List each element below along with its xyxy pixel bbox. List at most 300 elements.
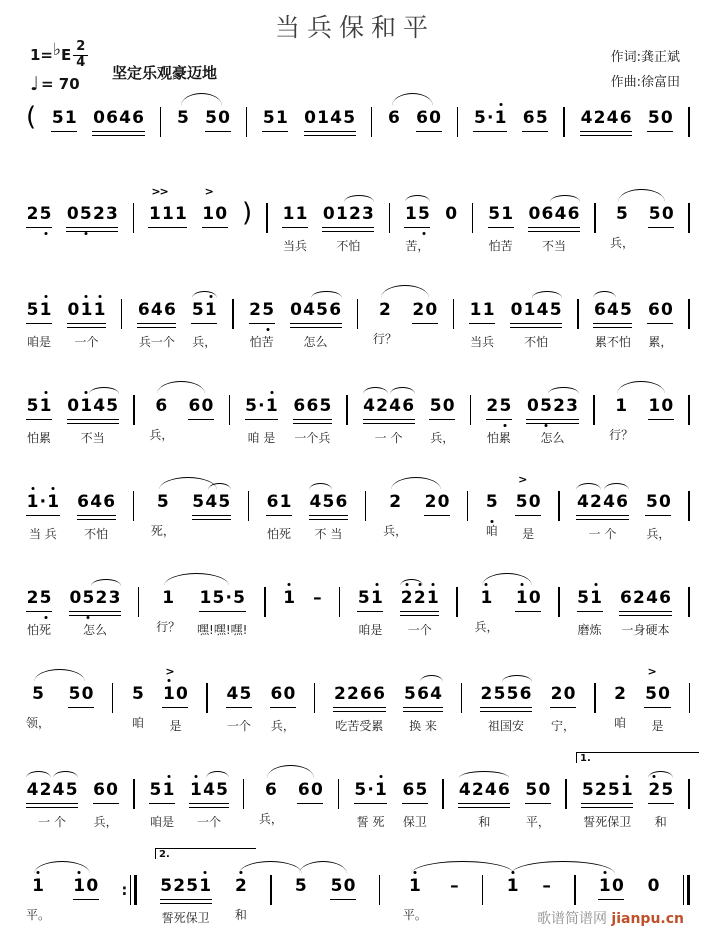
note-digits: 2 0	[550, 683, 576, 708]
note-group	[51, 107, 77, 132]
note-group	[270, 683, 296, 734]
barline	[577, 299, 579, 329]
lyric: 怕苦	[488, 239, 513, 253]
note-digits: 6	[155, 396, 168, 416]
slur-arc	[482, 573, 532, 586]
lyric: 领，	[26, 716, 51, 730]
note-group	[226, 683, 252, 734]
note-digits: –	[450, 876, 459, 896]
barline	[243, 779, 245, 809]
note-group	[282, 203, 308, 254]
note-digits: 5	[32, 684, 44, 704]
note-digits: 2	[378, 300, 391, 320]
barline-cell	[357, 299, 359, 329]
note-group	[191, 299, 217, 350]
note-group	[26, 683, 50, 731]
barline-cell	[389, 203, 391, 233]
note-group	[148, 185, 187, 228]
note-digits: 1	[615, 396, 628, 416]
lyric: 行？	[156, 620, 181, 634]
lyric: 换 来	[409, 719, 437, 733]
barline	[687, 875, 690, 905]
note-digits: 2 0	[412, 299, 438, 324]
note-group	[160, 875, 212, 926]
note-digits: 0 1 1	[67, 299, 106, 324]
barline-cell	[456, 587, 458, 617]
lyric: 一个兵	[294, 431, 331, 445]
lyric: 怕死	[27, 623, 52, 637]
note-group	[647, 875, 660, 897]
barline	[457, 107, 459, 137]
note-digits: 6 0	[647, 299, 673, 324]
barline-cell	[133, 203, 135, 233]
note-digits: 5 1	[577, 587, 603, 612]
barline	[558, 587, 560, 617]
note-group	[322, 203, 374, 254]
note-digits: 4 5 6	[309, 491, 348, 516]
note-digits: 2 2 1	[400, 587, 439, 612]
note-group	[354, 779, 388, 830]
barline-cell	[689, 683, 691, 713]
slur-arc	[617, 381, 665, 394]
note-group	[330, 875, 356, 900]
barline	[270, 875, 272, 905]
barline-cell	[482, 875, 484, 905]
note-digits: 1	[283, 588, 296, 608]
note-digits: 5 0	[205, 107, 231, 132]
tie-arc	[405, 195, 430, 202]
note-group	[67, 299, 106, 350]
barline-cell	[688, 779, 690, 809]
barline	[461, 683, 463, 713]
lyric: 咱 是	[247, 431, 276, 445]
note-digits: 5 1	[26, 299, 52, 324]
lyric: 死，	[150, 524, 175, 538]
lyric: 怕死	[267, 527, 292, 541]
notes-row	[26, 473, 690, 542]
note-group	[525, 779, 551, 830]
score-line	[26, 587, 690, 638]
note-digits: 0 5 2 3	[66, 203, 118, 228]
barline	[314, 683, 316, 713]
note-group	[416, 107, 442, 132]
lyric: 兵，	[149, 428, 174, 442]
lyric: 宁，	[551, 719, 576, 733]
lyricist-credit: 作词:龚正斌	[610, 50, 680, 65]
notes-row	[26, 299, 690, 350]
note-group	[486, 395, 512, 446]
accent-mark: >>	[151, 185, 168, 198]
note-digits: 1 0	[73, 875, 99, 900]
note-group	[363, 395, 415, 446]
note-group	[580, 107, 632, 132]
note-digits: 6 0	[270, 683, 296, 708]
volta-label: 1.	[580, 753, 591, 764]
note-group	[542, 875, 552, 897]
lyric: 当兵	[283, 239, 308, 253]
note-digits: 1 0	[202, 203, 228, 228]
slur-arc	[157, 381, 205, 394]
note-digits: 2 5	[249, 299, 275, 324]
note-group	[149, 395, 173, 443]
lyric: 一个	[226, 719, 251, 733]
barline	[689, 683, 691, 713]
note-group	[283, 587, 296, 609]
barline-cell	[470, 395, 472, 425]
note-digits: 5	[485, 492, 498, 512]
note-digits: 0 1 4 5	[510, 299, 562, 324]
flat-icon: ♭	[53, 40, 62, 61]
note-group	[312, 587, 322, 609]
note-group	[576, 491, 628, 542]
tie-arc	[390, 387, 415, 394]
lyric: 咱是	[149, 815, 174, 829]
tie-arc	[420, 675, 443, 682]
barline	[365, 491, 367, 521]
volta-bracket	[155, 848, 256, 859]
note-group	[614, 683, 627, 731]
barline-cell	[338, 779, 340, 809]
accent-mark: >	[647, 665, 656, 678]
lyric: 平，	[525, 815, 550, 829]
tempo-value: = 70	[40, 75, 80, 94]
note-digits: 1	[32, 876, 44, 896]
note-digits: 5 2 5 1	[581, 779, 633, 804]
lyric: 不 当	[314, 527, 343, 541]
barline	[121, 299, 123, 329]
note-digits: 5 1	[51, 107, 77, 132]
lyric: 苦，	[405, 239, 430, 253]
note-group	[93, 779, 119, 830]
slur-arc	[34, 669, 85, 682]
barline-cell	[457, 107, 459, 137]
barline-cell	[160, 107, 162, 137]
song-title: 当兵保和平	[274, 13, 435, 42]
note-group	[403, 875, 427, 923]
barline	[338, 779, 340, 809]
note-digits: 0 1 4 5	[67, 395, 119, 420]
score-line	[26, 102, 690, 137]
barline	[594, 683, 596, 713]
note-digits: 4 2 4 6	[580, 107, 632, 132]
lyric: 祖国安	[488, 719, 525, 733]
lyric: 一身硬本	[621, 623, 670, 637]
note-digits: 5 6 4	[403, 683, 442, 708]
note-group	[402, 779, 428, 830]
note-group	[550, 683, 576, 734]
slur-arc	[618, 189, 665, 202]
lyric: 兵，	[270, 719, 295, 733]
barline	[683, 875, 685, 905]
barline	[130, 875, 132, 905]
barline	[357, 299, 359, 329]
note-group	[515, 473, 541, 542]
barline-cell	[138, 587, 140, 617]
note-digits: 0 6 4 6	[528, 203, 580, 228]
barline-cell	[133, 491, 135, 521]
tie-arc	[593, 291, 616, 298]
composer-credit: 作曲:徐富田	[610, 74, 680, 90]
tie-arc	[550, 195, 580, 202]
note-group	[67, 395, 119, 446]
lyric: 嘿!嘿!嘿!	[197, 623, 248, 637]
tie-arc	[311, 291, 341, 298]
note-digits: 5 0	[515, 491, 541, 516]
barline-cell	[593, 395, 595, 425]
lyric: 怎么	[82, 623, 107, 637]
note-digits: 1 0	[515, 587, 541, 612]
lyric: 和	[478, 815, 491, 829]
lyric: 是	[169, 719, 182, 733]
slur-arc	[392, 93, 433, 106]
repeat-barline-cell	[121, 875, 137, 905]
barline	[133, 203, 135, 233]
note-group	[357, 587, 383, 638]
lyric: 兵，	[383, 524, 408, 538]
note-group	[156, 587, 180, 635]
note-group	[648, 395, 674, 420]
barline-cell	[248, 491, 250, 521]
note-digits: 1 4 5	[189, 779, 228, 804]
note-group	[473, 107, 507, 132]
tie-arc	[192, 291, 217, 298]
note-digits: 1 0	[598, 875, 624, 900]
note-digits: 0 1 2 3	[322, 203, 374, 228]
note-digits: 5 0	[647, 107, 673, 132]
note-group	[26, 779, 78, 830]
lyric: 保卫	[402, 815, 427, 829]
lyric: 咱	[485, 524, 498, 538]
barline-cell	[563, 107, 565, 137]
note-group	[373, 299, 397, 347]
tie-arc	[548, 387, 578, 394]
lyric: 行？	[372, 332, 397, 346]
barline-cell	[246, 107, 248, 137]
barline	[558, 491, 560, 521]
note-digits: 2 5 5 6	[480, 683, 532, 708]
slur-arc	[391, 477, 441, 490]
notes-row	[26, 587, 690, 638]
lyric: 不怕	[524, 335, 549, 349]
repeat-barline	[121, 875, 137, 905]
lyric: 怕累	[486, 431, 511, 445]
lyric: 怕苦	[249, 335, 274, 349]
note-digits: 5 · 1	[473, 107, 507, 132]
note-group	[77, 491, 116, 542]
barline	[134, 875, 137, 905]
barline-cell	[442, 779, 444, 809]
barline-cell	[270, 875, 272, 905]
intro-paren-cell	[26, 102, 37, 132]
barline	[229, 395, 231, 425]
barline	[264, 587, 266, 617]
barline	[688, 779, 690, 809]
final-barline	[683, 875, 690, 905]
score-line	[26, 185, 690, 254]
barline	[160, 107, 162, 137]
barline	[246, 107, 248, 137]
barline	[688, 395, 690, 425]
note-group	[424, 491, 450, 516]
slur-arc	[381, 285, 429, 298]
note-digits: 2 5	[26, 203, 52, 228]
note-digits: 6 0	[416, 107, 442, 132]
note-digits: 1 1	[282, 203, 308, 228]
note-digits: 2	[234, 876, 247, 896]
barline-cell	[121, 299, 123, 329]
note-group	[189, 779, 228, 830]
note-group	[647, 107, 673, 132]
barline	[138, 587, 140, 617]
barline-cell	[206, 683, 208, 713]
note-group	[262, 107, 288, 132]
barline	[688, 203, 690, 233]
note-group	[66, 203, 118, 228]
slur-arc	[411, 861, 514, 874]
barline-cell	[232, 299, 234, 329]
note-group	[593, 299, 632, 350]
lyric: 累不怕	[594, 335, 631, 349]
note-digits: 5 1	[262, 107, 288, 132]
barline-cell	[243, 779, 245, 809]
note-group	[485, 491, 498, 539]
note-digits: 1 1 1	[148, 203, 187, 228]
note-digits: 6	[387, 108, 400, 128]
barline-cell	[594, 683, 596, 713]
note-group	[577, 587, 603, 638]
barline	[346, 395, 348, 425]
tie-arc	[400, 579, 423, 586]
note-digits: 6	[264, 780, 277, 800]
slur-arc	[511, 861, 615, 874]
note-digits: 6 0	[297, 779, 323, 804]
slur-arc	[164, 573, 229, 586]
note-group	[648, 779, 674, 830]
note-digits: 4 5	[226, 683, 252, 708]
barline	[266, 203, 268, 233]
lyric: 怎么	[303, 335, 328, 349]
note-digits: 5 0	[68, 683, 94, 708]
slur-arc	[181, 93, 222, 106]
barline	[574, 875, 576, 905]
note-digits: 0 1 4 5	[304, 107, 356, 132]
barline	[472, 203, 474, 233]
barline-cell	[314, 683, 316, 713]
note-digits: 6 0	[93, 779, 119, 804]
intro-paren: (	[26, 102, 37, 132]
slur-arc	[34, 861, 90, 874]
note-digits: 2 2 6 6	[333, 683, 385, 708]
note-digits: 5 1	[357, 587, 383, 612]
lyric: 兵，	[93, 815, 118, 829]
lyric: 一个	[74, 335, 99, 349]
note-group	[644, 665, 670, 734]
lyric: 行？	[609, 428, 634, 442]
note-group	[610, 203, 634, 251]
note-group	[202, 185, 228, 228]
tie-arc	[344, 195, 374, 202]
lyric: 兵一个	[138, 335, 175, 349]
watermark	[537, 908, 684, 928]
note-group	[131, 683, 144, 731]
note-group	[474, 587, 498, 635]
barline	[688, 107, 690, 137]
lyric: 兵，	[609, 236, 634, 250]
note-digits: 0 5 2 3	[69, 587, 121, 612]
expression-marking: 坚定乐观豪迈地	[112, 64, 218, 82]
barline	[112, 683, 114, 713]
score-line	[26, 299, 690, 350]
key-note: E	[61, 46, 72, 65]
barline-cell	[688, 299, 690, 329]
slur-arc	[239, 861, 303, 874]
note-digits: 5	[132, 684, 144, 704]
barline-cell	[266, 203, 268, 233]
note-digits: 1 5 · 5	[199, 587, 246, 612]
note-digits: –	[313, 588, 322, 608]
tie-arc	[532, 291, 562, 298]
barline-cell	[574, 875, 576, 905]
barline	[453, 299, 455, 329]
barline	[470, 395, 472, 425]
barline-cell	[565, 779, 567, 809]
note-digits: 2 5	[486, 395, 512, 420]
note-group	[26, 203, 52, 228]
note-group	[259, 779, 283, 827]
note-digits: 1	[408, 876, 421, 896]
note-digits: 1 0	[648, 395, 674, 420]
lyric: 兵，	[646, 527, 671, 541]
note-group	[188, 395, 214, 420]
notes-row	[26, 753, 690, 830]
note-digits: 6 0	[188, 395, 214, 420]
note-digits: 2 0	[424, 491, 450, 516]
note-group	[648, 203, 674, 228]
lyric: 当兵	[470, 335, 495, 349]
lyric: 不当	[80, 431, 105, 445]
barline	[688, 587, 690, 617]
barline	[482, 875, 484, 905]
note-group	[137, 299, 176, 350]
note-digits: 1	[506, 876, 519, 896]
lyric: 是	[651, 719, 664, 733]
lyric: 兵，	[430, 431, 455, 445]
note-group	[528, 203, 580, 254]
note-digits: 6 4 6	[137, 299, 176, 324]
accent-mark: >	[204, 185, 213, 198]
note-group	[26, 299, 52, 350]
barline	[339, 587, 341, 617]
barline-cell	[112, 683, 114, 713]
tie-arc	[502, 675, 532, 682]
barline-cell	[346, 395, 348, 425]
note-digits: 1 5	[404, 203, 430, 228]
barline	[456, 587, 458, 617]
lyric: 咱	[131, 716, 144, 730]
lyric: 吃苦受累	[335, 719, 384, 733]
note-group	[68, 683, 94, 708]
lyric: 兵，	[474, 620, 499, 634]
note-group	[149, 779, 175, 830]
barline	[442, 779, 444, 809]
note-group	[510, 299, 562, 350]
note-digits: 6 5	[402, 779, 428, 804]
note-digits: 2	[614, 684, 626, 704]
note-group	[488, 203, 514, 254]
lyric: 一 个	[38, 815, 66, 829]
lyric: 累，	[648, 335, 673, 349]
note-group	[92, 107, 144, 132]
